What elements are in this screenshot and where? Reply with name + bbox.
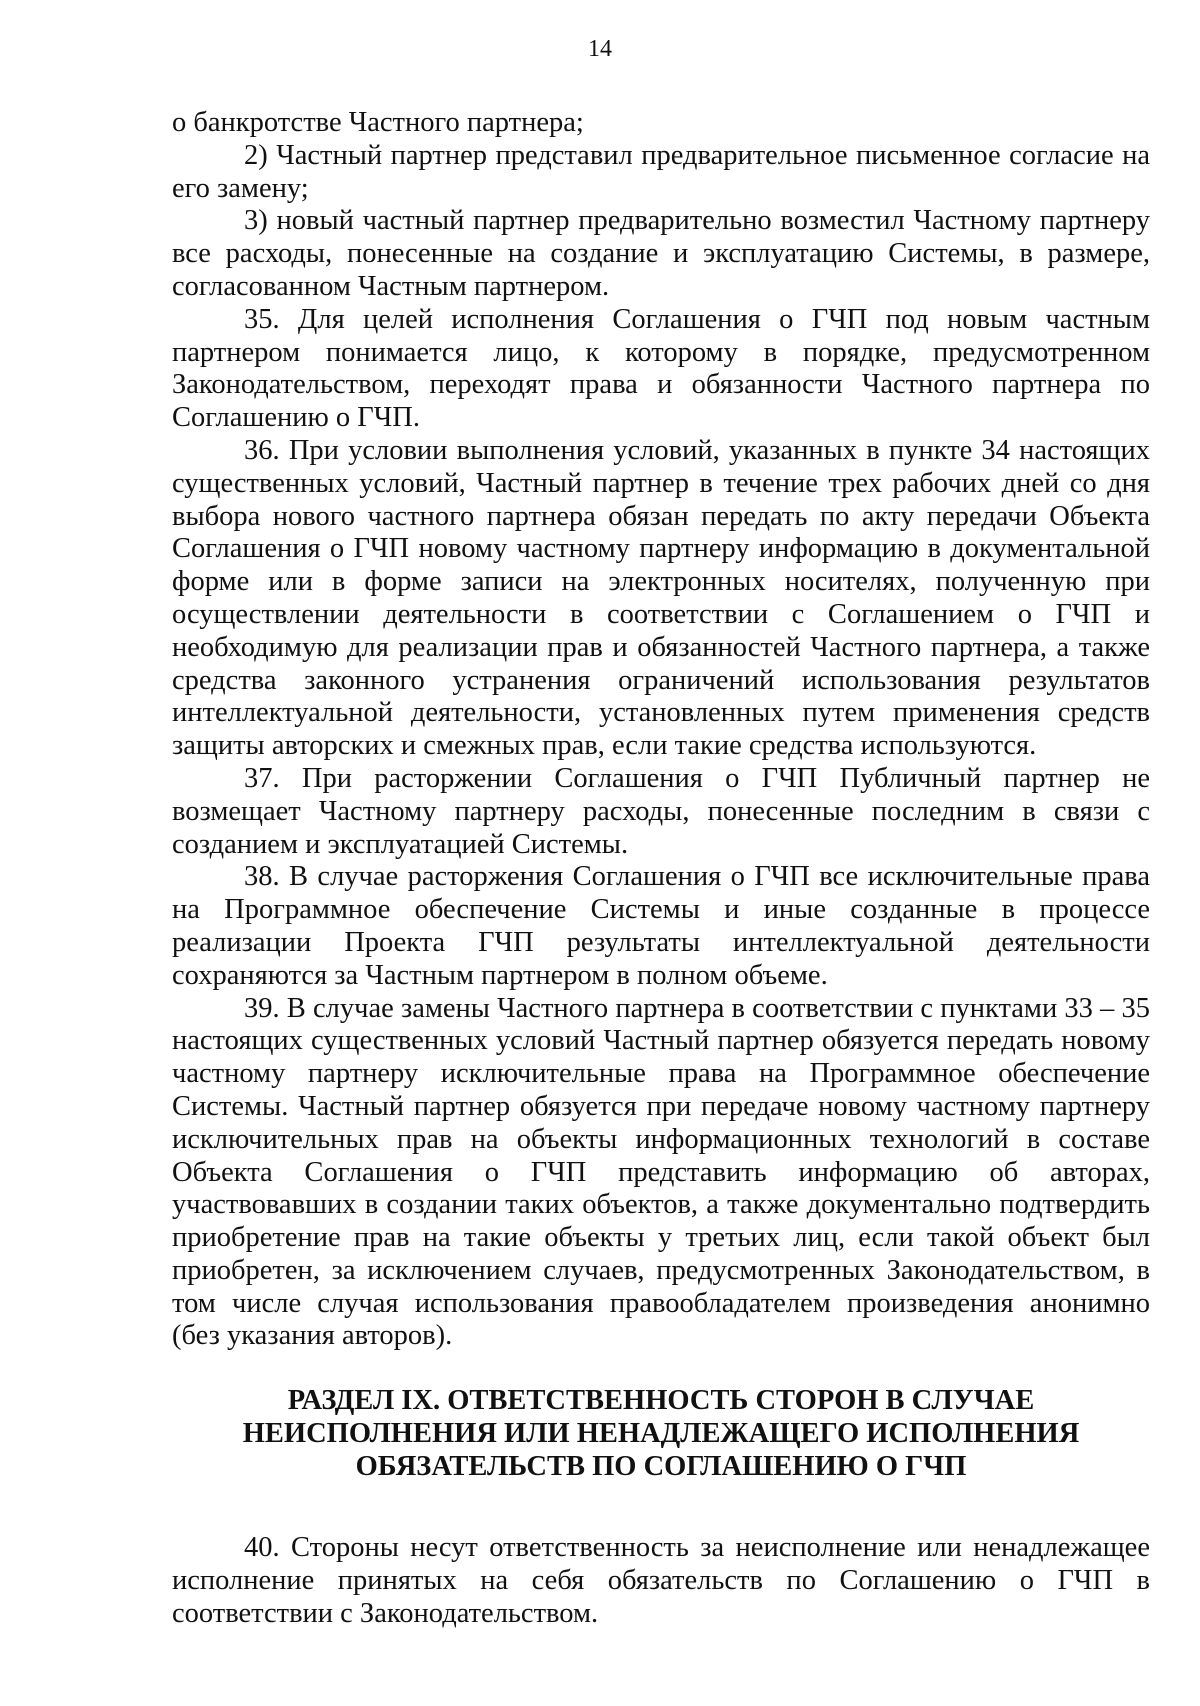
section-heading-line-2: НЕИСПОЛНЕНИЯ ИЛИ НЕНАДЛЕЖАЩЕГО ИСПОЛНЕНИЯ bbox=[242, 1418, 1080, 1449]
paragraph-bankruptcy-continuation: о банкротстве Частного партнера; bbox=[172, 107, 584, 138]
paragraph-40: 40. Стороны несут ответственность за неисполнение или ненадлежащее исполнение принятых на себя обязательств по Соглашению о ГЧП в соответствии с Законодательством. bbox=[172, 1532, 1150, 1629]
paragraph-item-2: 2) Частный партнер представил предварительное письменное согласие на его замену; bbox=[172, 139, 1150, 204]
document-body-section-ix bbox=[172, 1532, 1150, 1630]
section-heading bbox=[172, 1384, 1150, 1483]
document-body bbox=[172, 107, 1150, 1353]
paragraph-37: 37. При расторжении Соглашения о ГЧП Публичный партнер не возмещает Частному партнеру расходы, понесенные последним в связи с созданием и эксплуатацией Системы. bbox=[172, 762, 1150, 860]
section-heading-line-3: ОБЯЗАТЕЛЬСТВ ПО СОГЛАШЕНИЮ О ГЧП bbox=[355, 1451, 967, 1482]
paragraph-36: 36. При условии выполнения условий, указанных в пункте 34 настоящих существенных условий, Частный партнер в течение трех рабочих дней со дня выбора нового частного партнера обязан передать по акту передачи Объекта Соглашения о ГЧП новому частному партнеру информацию в документальной форме или в форме записи на электронных носителях, полученную при осуществлении деятельности в соответствии с Соглашением о ГЧП и необходимую для реализации прав и обязанностей Частного партнера, а также средства законного устранения ограничений использования результатов интеллектуальной деятельности, установленных путем применения средств защиты авторских и смежных прав, если такие средства используются. bbox=[172, 434, 1150, 762]
page-number: 14 bbox=[588, 36, 612, 62]
paragraph-item-3: 3) новый частный партнер предварительно возместил Частному партнеру все расходы, понесенные на создание и эксплуатацию Системы, в размере, согласованном Частным партнером. bbox=[172, 205, 1150, 302]
paragraph-38: 38. В случае расторжения Соглашения о ГЧП все исключительные права на Программное обеспечение Системы и иные созданные в процессе реализации Проекта ГЧП результаты интеллектуальной деятельности сохраняются за Частным партнером в полном объеме. bbox=[172, 861, 1150, 991]
paragraph-39: 39. В случае замены Частного партнера в соответствии с пунктами 33 – 35 настоящих существенных условий Частный партнер обязуется передать новому частному партнеру исключительные права на Программное обеспечение Системы. Частный партнер обязуется при передаче новому частному партнеру исключительных прав на объекты информационных технологий в составе Объекта Соглашения о ГЧП представить информацию об авторах, участвовавших в создании таких объектов, а также документально подтвердить приобретение прав на такие объекты у третьих лиц, если такой объект был приобретен, за исключением случаев, предусмотренных Законодательством, в том числе случая использования правообладателем произведения анонимно (без указания авторов). bbox=[172, 992, 1150, 1352]
paragraph-35: 35. Для целей исполнения Соглашения о ГЧП под новым частным партнером понимается лицо, к которому в порядке, предусмотренном Законодательством, переходят права и обязанности Частного партнера по Соглашению о ГЧП. bbox=[172, 303, 1150, 434]
section-heading-line-1: РАЗДЕЛ IX. ОТВЕТСТВЕННОСТЬ СТОРОН В СЛУЧАЕ bbox=[287, 1385, 1035, 1416]
